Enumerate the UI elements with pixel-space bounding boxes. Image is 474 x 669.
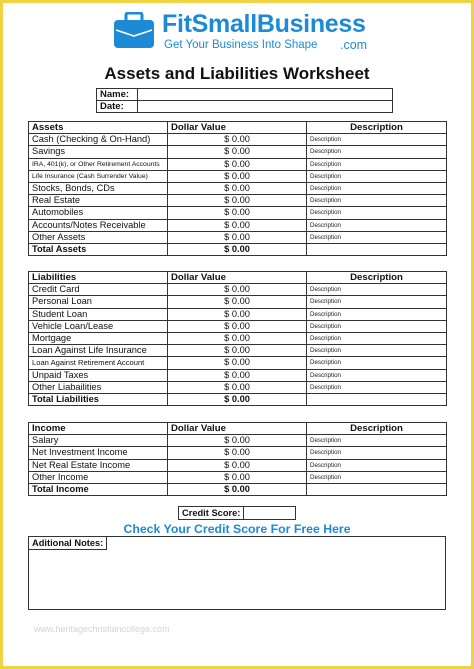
total-label: Total Income	[29, 483, 168, 495]
value-cell[interactable]: $ 0.00	[168, 471, 307, 483]
description-cell[interactable]: Description	[307, 345, 447, 357]
table-row	[29, 459, 447, 471]
description-cell[interactable]: Description	[307, 195, 447, 207]
description-cell[interactable]: Description	[307, 369, 447, 381]
column-header: Assets	[29, 122, 168, 134]
date-field[interactable]	[138, 101, 393, 113]
name-field[interactable]	[138, 89, 393, 101]
total-description[interactable]	[307, 483, 447, 495]
value-cell[interactable]: $ 0.00	[168, 345, 307, 357]
row-label: Cash (Checking & On-Hand)	[29, 134, 168, 146]
row-label: Student Loan	[29, 308, 168, 320]
row-label: Salary	[29, 435, 168, 447]
total-row	[29, 483, 447, 495]
description-cell[interactable]: Description	[307, 207, 447, 219]
total-row	[29, 393, 447, 405]
row-label: Other Assets	[29, 231, 168, 243]
column-header: Dollar Value	[168, 122, 307, 134]
row-label: Net Investment Income	[29, 447, 168, 459]
table-row	[29, 170, 447, 182]
brand-suffix: .com	[340, 38, 368, 52]
income-table	[28, 422, 447, 496]
description-cell[interactable]: Description	[307, 158, 447, 170]
table-row	[29, 308, 447, 320]
row-label: Credit Card	[29, 284, 168, 296]
row-label: Personal Loan	[29, 296, 168, 308]
table-row	[29, 471, 447, 483]
table-row	[29, 296, 447, 308]
value-cell[interactable]: $ 0.00	[168, 170, 307, 182]
total-description[interactable]	[307, 393, 447, 405]
name-label: Name:	[97, 89, 138, 101]
description-cell[interactable]: Description	[307, 219, 447, 231]
brand-tagline: Get Your Business Into Shape	[164, 39, 318, 51]
description-cell[interactable]: Description	[307, 231, 447, 243]
table-row	[29, 182, 447, 194]
column-header: Liabilities	[29, 272, 168, 284]
assets-table	[28, 121, 447, 256]
date-label: Date:	[97, 101, 138, 113]
description-cell[interactable]: Description	[307, 357, 447, 369]
description-cell[interactable]: Description	[307, 296, 447, 308]
briefcase-icon	[112, 12, 156, 50]
credit-score-link[interactable]: Check Your Credit Score For Free Here	[123, 522, 351, 536]
notes-box[interactable]	[28, 536, 446, 610]
value-cell[interactable]: $ 0.00	[168, 459, 307, 471]
column-header: Description	[307, 272, 447, 284]
description-cell[interactable]: Description	[307, 332, 447, 344]
value-cell[interactable]: $ 0.00	[168, 381, 307, 393]
table-row	[29, 219, 447, 231]
row-label: Loan Against Retirement Account	[29, 357, 168, 369]
row-label: Net Real Estate Income	[29, 459, 168, 471]
row-label: Life Insurance (Cash Surrender Value)	[29, 170, 168, 182]
row-label: Vehicle Loan/Lease	[29, 320, 168, 332]
table-row	[29, 381, 447, 393]
table-row	[29, 320, 447, 332]
credit-score-label: Credit Score:	[179, 507, 244, 520]
table-row	[29, 435, 447, 447]
description-cell[interactable]: Description	[307, 146, 447, 158]
value-cell[interactable]: $ 0.00	[168, 158, 307, 170]
table-header-row	[29, 272, 447, 284]
description-cell[interactable]: Description	[307, 308, 447, 320]
row-label: Unpaid Taxes	[29, 369, 168, 381]
value-cell[interactable]: $ 0.00	[168, 207, 307, 219]
description-cell[interactable]: Description	[307, 170, 447, 182]
description-cell[interactable]: Description	[307, 182, 447, 194]
table-row	[29, 447, 447, 459]
total-description[interactable]	[307, 243, 447, 255]
row-label: Other Income	[29, 471, 168, 483]
value-cell[interactable]: $ 0.00	[168, 435, 307, 447]
column-header: Dollar Value	[168, 272, 307, 284]
table-row	[29, 284, 447, 296]
value-cell[interactable]: $ 0.00	[168, 182, 307, 194]
table-header-row	[29, 423, 447, 435]
value-cell[interactable]: $ 0.00	[168, 308, 307, 320]
credit-score-box	[178, 506, 296, 520]
row-label: Other Liabailities	[29, 381, 168, 393]
row-label: Loan Against Life Insurance	[29, 345, 168, 357]
column-header: Income	[29, 423, 168, 435]
value-cell[interactable]: $ 0.00	[168, 357, 307, 369]
description-cell[interactable]: Description	[307, 435, 447, 447]
table-row	[29, 195, 447, 207]
table-row	[29, 357, 447, 369]
value-cell[interactable]: $ 0.00	[168, 296, 307, 308]
table-row	[29, 158, 447, 170]
value-cell[interactable]: $ 0.00	[168, 146, 307, 158]
total-value: $ 0.00	[168, 483, 307, 495]
liabilities-table	[28, 271, 447, 406]
description-cell[interactable]: Description	[307, 134, 447, 146]
value-cell[interactable]: $ 0.00	[168, 284, 307, 296]
row-label: IRA, 401(k), or Other Retirement Accounts	[29, 158, 168, 170]
name-date-table	[96, 88, 393, 113]
row-label: Stocks, Bonds, CDs	[29, 182, 168, 194]
total-value: $ 0.00	[168, 393, 307, 405]
row-label: Savings	[29, 146, 168, 158]
value-cell[interactable]: $ 0.00	[168, 447, 307, 459]
description-cell[interactable]: Description	[307, 459, 447, 471]
description-cell[interactable]: Description	[307, 320, 447, 332]
brand-name: FitSmallBusiness	[162, 10, 366, 38]
table-row	[29, 146, 447, 158]
total-row	[29, 243, 447, 255]
page-title: Assets and Liabilities Worksheet	[104, 64, 370, 83]
table-row	[29, 207, 447, 219]
table-row	[29, 231, 447, 243]
table-row	[29, 332, 447, 344]
credit-score-field[interactable]	[244, 507, 296, 520]
table-row	[29, 134, 447, 146]
total-label: Total Liabilities	[29, 393, 168, 405]
table-row	[29, 369, 447, 381]
row-label: Mortgage	[29, 332, 168, 344]
value-cell[interactable]: $ 0.00	[168, 320, 307, 332]
row-label: Accounts/Notes Receivable	[29, 219, 168, 231]
column-header: Description	[307, 122, 447, 134]
value-cell[interactable]: $ 0.00	[168, 134, 307, 146]
value-cell[interactable]: $ 0.00	[168, 219, 307, 231]
description-cell[interactable]: Description	[307, 284, 447, 296]
column-header: Description	[307, 423, 447, 435]
row-label: Real Estate	[29, 195, 168, 207]
value-cell[interactable]: $ 0.00	[168, 369, 307, 381]
value-cell[interactable]: $ 0.00	[168, 332, 307, 344]
total-value: $ 0.00	[168, 243, 307, 255]
description-cell[interactable]: Description	[307, 447, 447, 459]
row-label: Automobiles	[29, 207, 168, 219]
total-label: Total Assets	[29, 243, 168, 255]
value-cell[interactable]: $ 0.00	[168, 195, 307, 207]
table-row	[29, 345, 447, 357]
description-cell[interactable]: Description	[307, 381, 447, 393]
description-cell[interactable]: Description	[307, 471, 447, 483]
watermark: www.heritagechristiancollege.com	[34, 624, 170, 634]
column-header: Dollar Value	[168, 423, 307, 435]
notes-label: Aditional Notes:	[29, 537, 107, 550]
value-cell[interactable]: $ 0.00	[168, 231, 307, 243]
table-header-row	[29, 122, 447, 134]
